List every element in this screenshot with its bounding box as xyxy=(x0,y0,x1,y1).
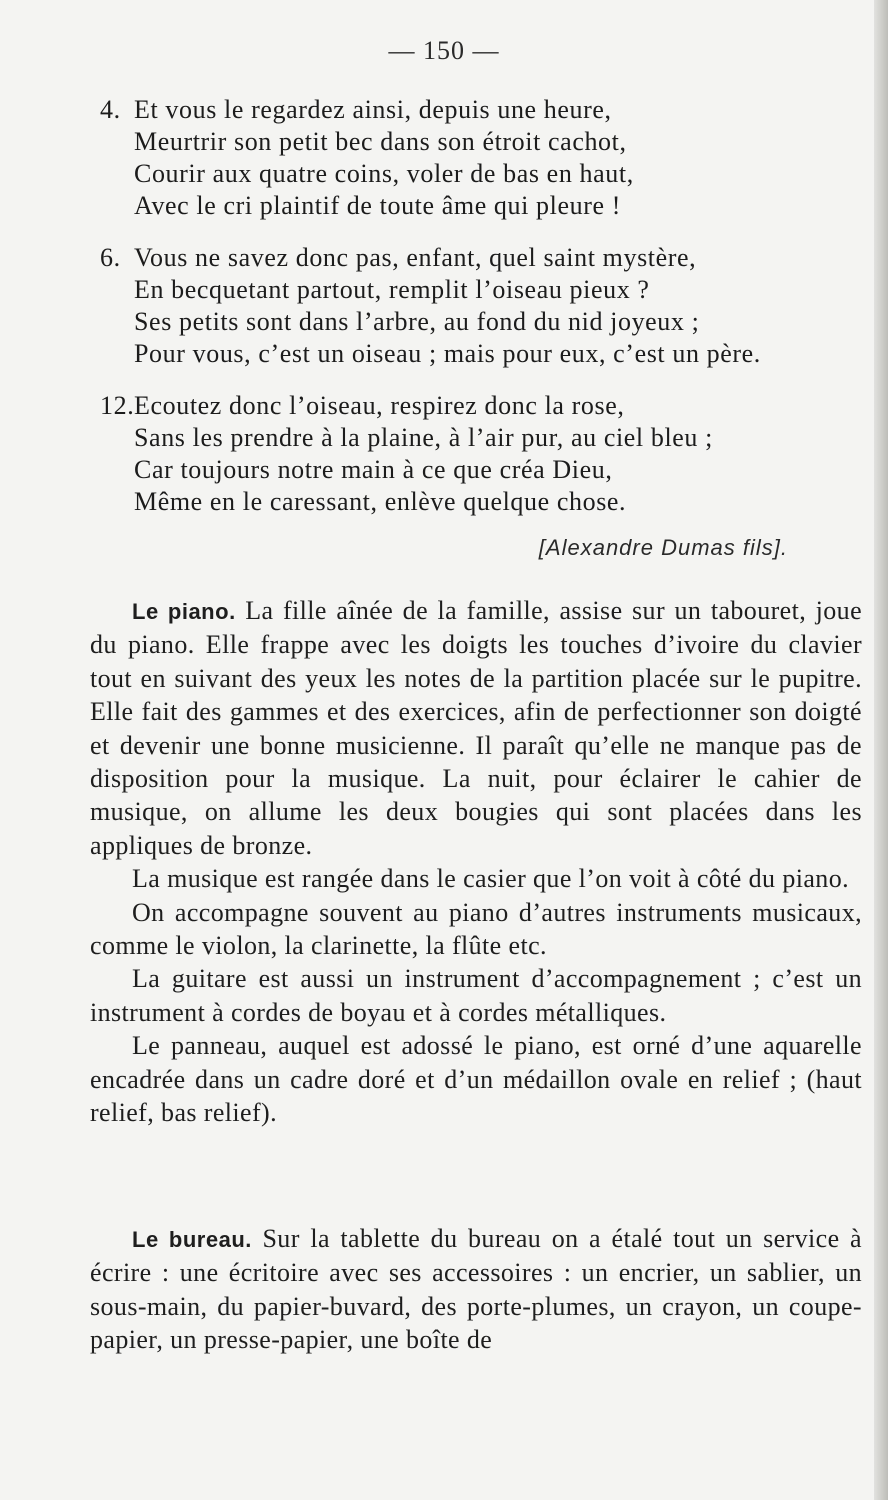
verse-line xyxy=(100,338,870,370)
verse-text: En becquetant partout, remplit l’oiseau pieux ? xyxy=(134,275,650,304)
paragraph xyxy=(90,594,862,862)
verse-text: Vous ne savez donc pas, enfant, quel saint mystère, xyxy=(134,243,697,272)
section-bureau xyxy=(90,1222,862,1357)
verse-text: Et vous le regardez ainsi, depuis une heure, xyxy=(134,95,612,124)
verse-line xyxy=(100,274,870,306)
verse-text: Ses petits sont dans l’arbre, au fond du nid joyeux ; xyxy=(134,307,700,336)
stanza-number: 6. xyxy=(100,243,121,272)
verse-line xyxy=(100,158,870,190)
section-heading: Le piano. xyxy=(132,599,236,624)
paragraph: On accompagne souvent au piano d’autres instruments musicaux, comme le violon, la clarinette, la flûte etc. xyxy=(90,897,862,961)
paragraph: La guitare est aussi un instrument d’accompagnement ; c’est un instrument à cordes de boyau et à cordes métalliques. xyxy=(90,964,862,1027)
paragraph-text: La fille aînée de la famille, assise sur un tabouret, joue du piano. Elle frappe avec les doigts les touches d’ivoire du clavier tout en suivant des yeux les notes de la partition placée sur le pupitre. Elle fait des gammes et des exercices, afin de perfectionner son doigté et devenir une bonne musicienne. Il paraît qu’elle ne manque pas de disposition pour la musique. La nuit, pour éclairer le cahier de musique, on allume les deux bougies qui sont placées dans les appliques de bronze. xyxy=(90,596,863,860)
verse-line xyxy=(100,94,870,126)
poem-stanza xyxy=(100,390,870,518)
verse-line xyxy=(100,126,870,158)
verse-text: Courir aux quatre coins, voler de bas en haut, xyxy=(134,159,634,188)
section-heading: Le bureau. xyxy=(132,1227,252,1252)
paragraph xyxy=(90,1222,862,1357)
verse-text: Ecoutez donc l’oiseau, respirez donc la rose, xyxy=(134,391,625,420)
verse-text: Pour vous, c’est un oiseau ; mais pour eux, c’est un père. xyxy=(134,339,761,368)
page-edge-shadow xyxy=(874,0,888,1500)
verse-text: Même en le caressant, enlève quelque chose. xyxy=(134,487,627,516)
verse-line xyxy=(100,454,870,486)
verse-line xyxy=(100,422,870,454)
verse-text: Avec le cri plaintif de toute âme qui pleure ! xyxy=(134,191,621,220)
verse-line xyxy=(100,190,870,222)
paragraph-text: Sur la tablette du bureau on a étalé tout un service à écrire : une écritoire avec ses accessoires : un encrier, un sablier, un sous-main, du papier-buvard, des porte-plumes, un crayon, un coupe-papier, un presse-papier, une boîte de xyxy=(90,1224,863,1355)
stanza-number: 4. xyxy=(100,95,121,124)
paragraph: La musique est rangée dans le casier que l’on voit à côté du piano. xyxy=(132,864,850,894)
verse-line xyxy=(100,390,870,422)
paragraph: Le panneau, auquel est adossé le piano, est orné d’une aquarelle encadrée dans un cadre doré et d’un médaillon ovale en relief ; (haut relief, bas relief). xyxy=(90,1031,862,1128)
poem-stanza xyxy=(100,94,870,222)
poem-stanza xyxy=(100,242,870,370)
verse-line xyxy=(100,306,870,338)
section-piano xyxy=(90,594,862,1130)
page-number: — 150 — xyxy=(388,36,500,65)
poem-attribution: [Alexandre Dumas fils]. xyxy=(538,535,788,560)
verse-text: Meurtrir son petit bec dans son étroit cachot, xyxy=(134,127,627,156)
stanza-number: 12. xyxy=(100,391,135,420)
verse-text: Sans les prendre à la plaine, à l’air pur, au ciel bleu ; xyxy=(134,423,713,452)
verse-line xyxy=(100,242,870,274)
verse-line xyxy=(100,486,870,518)
verse-text: Car toujours notre main à ce que créa Dieu, xyxy=(134,455,613,484)
